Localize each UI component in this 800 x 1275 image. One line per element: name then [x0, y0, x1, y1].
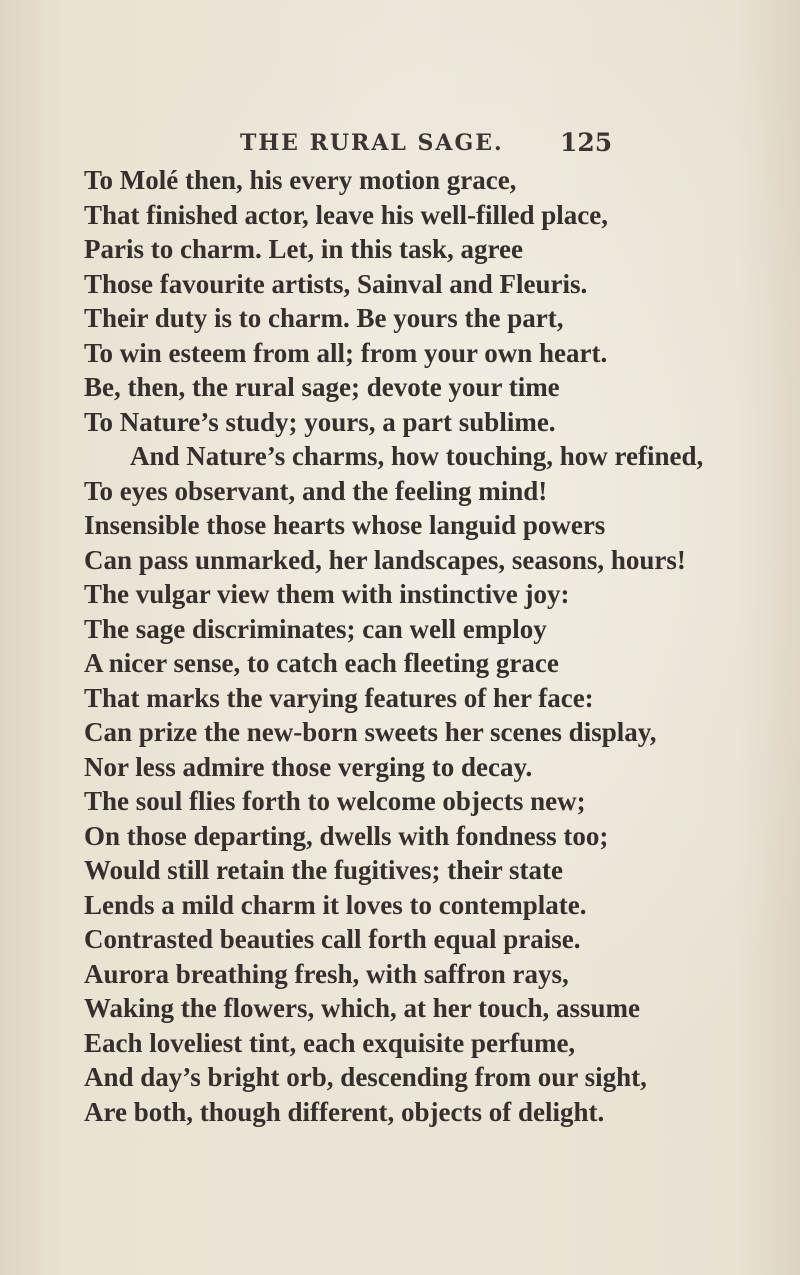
poem-line: On those departing, dwells with fondness too;	[84, 820, 609, 851]
poem-line: To Molé then, his every motion grace,	[84, 165, 517, 195]
poem-line: Contrasted beauties call forth equal praise.	[84, 924, 581, 954]
poem-line: Their duty is to charm. Be yours the part,	[84, 303, 564, 333]
poem-line: Are both, though different, objects of delight.	[84, 1096, 605, 1127]
poem-line: Would still retain the fugitives; their state	[84, 855, 563, 885]
poem-line: To eyes observant, and the feeling mind!	[84, 475, 548, 506]
poem-line: Aurora breathing fresh, with saffron rays,	[84, 958, 569, 989]
poem-line: Each loveliest tint, each exquisite perfume,	[84, 1027, 576, 1058]
page-header	[0, 130, 800, 164]
poem-line: A nicer sense, to catch each fleeting grace	[84, 648, 559, 678]
page-number: 125	[560, 128, 613, 157]
running-title: THE RURAL SAGE.	[240, 130, 504, 156]
poem-line: To Nature’s study; yours, a part sublime.	[84, 406, 556, 437]
poem-body	[0, 163, 800, 1129]
poem-line: To win esteem from all; from your own heart.	[84, 337, 608, 368]
poem-line: Nor less admire those verging to decay.	[84, 751, 533, 782]
poem-line: Lends a mild charm it loves to contemplate.	[84, 889, 587, 920]
poem-line: Can pass unmarked, her landscapes, seasons, hours!	[84, 544, 686, 575]
poem-line: And Nature’s charms, how touching, how refined,	[130, 441, 704, 471]
poem-line: Waking the flowers, which, at her touch, assume	[84, 993, 641, 1023]
poem-line: Be, then, the rural sage; devote your time	[84, 372, 560, 402]
poem-line: The soul flies forth to welcome objects new;	[84, 786, 586, 816]
poem-line: The vulgar view them with instinctive joy:	[84, 579, 570, 609]
poem-line: And day’s bright orb, descending from our sight,	[84, 1062, 647, 1092]
poem-line: That finished actor, leave his well-filled place,	[84, 199, 608, 230]
poem-line: Those favourite artists, Sainval and Fleuris.	[84, 268, 588, 299]
poem-line: Paris to charm. Let, in this task, agree	[84, 234, 523, 264]
poem-line: Can prize the new-born sweets her scenes display,	[84, 717, 657, 747]
poem-line: The sage discriminates; can well employ	[84, 613, 547, 644]
poem-line: That marks the varying features of her face:	[84, 682, 594, 713]
poem-line: Insensible those hearts whose languid powers	[84, 510, 606, 540]
